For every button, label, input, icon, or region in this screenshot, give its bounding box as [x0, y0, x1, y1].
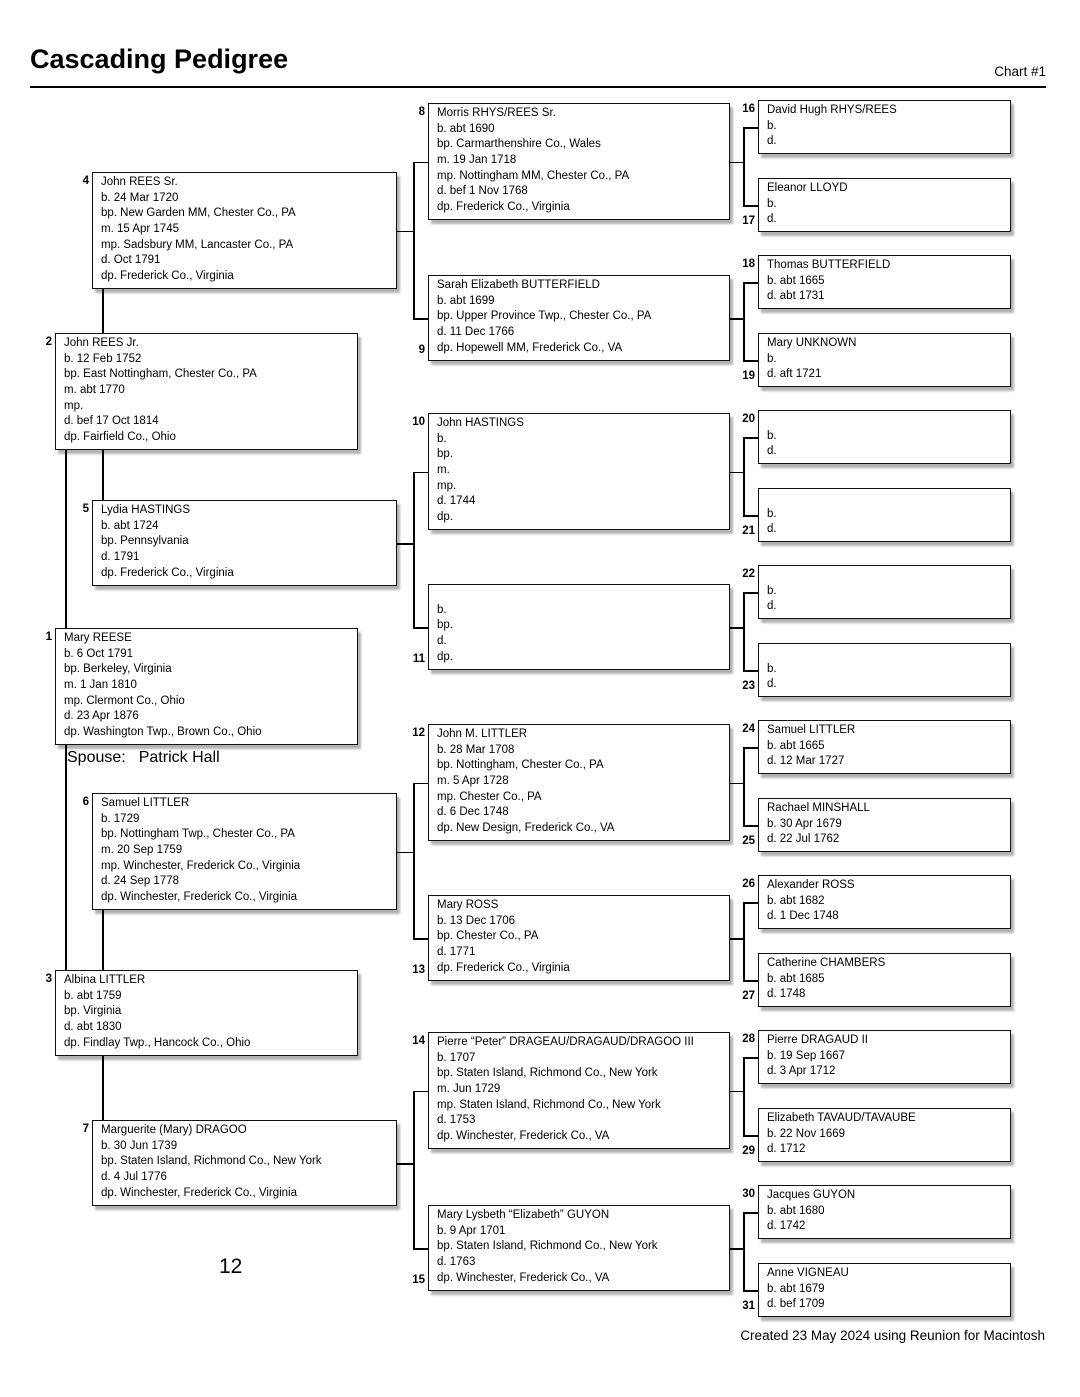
person-event-line: d. 1742: [767, 1220, 806, 1233]
person-event-line: dp. Fairfield Co., Ohio: [64, 431, 176, 444]
person-event-line: m. Jun 1729: [437, 1083, 501, 1096]
person-event-line: bp. Nottingham Twp., Chester Co., PA: [101, 828, 295, 841]
person-event-line: b.: [767, 584, 777, 597]
connector-line: [413, 472, 428, 474]
connector-line: [413, 627, 428, 629]
person-box: [428, 103, 730, 220]
connector-line: [102, 289, 104, 333]
person-event-line: b. 22 Nov 1669: [767, 1127, 846, 1140]
person-event-line: d.: [767, 445, 777, 458]
connector-line: [730, 472, 743, 474]
person-number: 11: [412, 653, 425, 665]
person-box: [758, 488, 1011, 542]
connector-line: [413, 162, 415, 319]
person-number: 4: [82, 175, 89, 187]
person-event-line: d.: [767, 135, 777, 148]
connector-line: [730, 318, 743, 320]
connector-line: [413, 162, 428, 164]
person-event-line: b. 19 Sep 1667: [767, 1049, 846, 1062]
person-event-line: bp. East Nottingham, Chester Co., PA: [64, 368, 257, 381]
person-event-line: mp.: [437, 479, 457, 492]
person-number: 15: [412, 1274, 425, 1286]
connector-line: [65, 450, 67, 628]
person-event-line: b. 30 Apr 1679: [767, 817, 842, 830]
connector-line: [743, 747, 745, 825]
connector-line: [413, 318, 428, 320]
connector-line: [743, 437, 758, 439]
connector-line: [413, 938, 428, 940]
person-number: 3: [45, 973, 52, 985]
person-event-line: dp. Winchester, Frederick Co., VA: [437, 1271, 610, 1284]
person-number: 22: [742, 568, 755, 580]
person-event-line: d. Oct 1791: [101, 254, 161, 267]
connector-line: [730, 938, 743, 940]
page-title: Cascading Pedigree: [30, 44, 289, 74]
person-number: 20: [742, 413, 755, 425]
connector-line: [743, 282, 758, 284]
person-event-line: bp. Virginia: [64, 1005, 122, 1018]
connector-line: [743, 1212, 745, 1290]
person-box: [758, 255, 1011, 309]
connector-line: [65, 745, 67, 970]
connector-line: [743, 592, 745, 670]
person-box: [428, 584, 730, 670]
spouse-label: Spouse:: [67, 749, 126, 766]
person-box: [92, 172, 397, 289]
person-event-line: mp.: [64, 399, 84, 412]
spouse-name: Patrick Hall: [138, 749, 220, 766]
connector-line: [730, 1091, 743, 1093]
person-event-line: b. 6 Oct 1791: [64, 647, 134, 660]
spouse-note: [67, 749, 220, 767]
person-event-line: d.: [767, 600, 777, 613]
person-box: [758, 953, 1011, 1007]
person-event-line: m. 15 Apr 1745: [101, 223, 179, 236]
person-event-line: d. 1712: [767, 1143, 806, 1156]
person-name: Elizabeth TAVAUD/TAVAUBE: [767, 1112, 916, 1124]
person-event-line: dp. Frederick Co., Virginia: [101, 270, 234, 283]
person-event-line: d. abt 1731: [767, 290, 825, 303]
person-name: [767, 646, 1006, 662]
connector-line: [397, 1163, 413, 1165]
person-box: [92, 500, 397, 586]
person-event-line: b.: [767, 352, 777, 365]
connector-line: [743, 437, 745, 515]
connector-line: [743, 825, 758, 827]
person-event-line: d. bef 17 Oct 1814: [64, 415, 159, 428]
person-event-line: d. 1763: [437, 1256, 476, 1269]
person-event-line: d. bef 1 Nov 1768: [437, 185, 528, 198]
person-number: 6: [82, 796, 89, 808]
person-event-line: dp. Frederick Co., Virginia: [437, 961, 570, 974]
person-number: 13: [412, 964, 425, 976]
person-number: 29: [742, 1145, 755, 1157]
person-name: David Hugh RHYS/REES: [767, 104, 897, 116]
person-name: Jacques GUYON: [767, 1189, 856, 1201]
person-number: 19: [742, 370, 755, 382]
person-number: 8: [418, 106, 425, 118]
person-event-line: bp. Upper Province Twp., Chester Co., PA: [437, 310, 652, 323]
person-name: Samuel LITTLER: [767, 724, 856, 736]
person-number: 1: [45, 631, 52, 643]
connector-line: [730, 162, 743, 164]
person-name: John HASTINGS: [437, 417, 524, 429]
person-event-line: d. 24 Sep 1778: [101, 875, 180, 888]
connector-line: [743, 1212, 758, 1214]
person-event-line: b. 28 Mar 1708: [437, 743, 515, 756]
person-event-line: b. abt 1682: [767, 894, 825, 907]
connector-line: [413, 1091, 415, 1249]
person-number: 25: [742, 835, 755, 847]
person-event-line: mp. Winchester, Frederick Co., Virginia: [101, 859, 301, 872]
connector-line: [102, 450, 104, 500]
chart-number-label: Chart #1: [994, 64, 1046, 79]
connector-line: [102, 910, 104, 970]
person-event-line: b. abt 1679: [767, 1282, 825, 1295]
person-event-line: d. 1771: [437, 946, 476, 959]
person-event-line: b. 12 Feb 1752: [64, 352, 142, 365]
person-event-line: d. 1791: [101, 551, 140, 564]
person-event-line: d. 4 Jul 1776: [101, 1171, 167, 1184]
person-event-line: m. 5 Apr 1728: [437, 775, 509, 788]
person-name: [767, 568, 1006, 584]
person-event-line: bp. Staten Island, Richmond Co., New York: [101, 1155, 322, 1168]
person-event-line: d. 1744: [437, 495, 476, 508]
person-name: Rachael MINSHALL: [767, 802, 870, 814]
person-event-line: mp. Clermont Co., Ohio: [64, 694, 185, 707]
person-name: John REES Jr.: [64, 337, 139, 349]
person-name: Thomas BUTTERFIELD: [767, 259, 891, 271]
person-event-line: b. abt 1699: [437, 294, 495, 307]
person-event-line: dp.: [437, 650, 453, 663]
person-name: Alexander ROSS: [767, 879, 855, 891]
person-event-line: d. 1748: [767, 988, 806, 1001]
person-number: 14: [412, 1035, 425, 1047]
connector-line: [743, 1135, 758, 1137]
connector-line: [413, 1091, 428, 1093]
person-event-line: dp. Frederick Co., Virginia: [437, 201, 570, 214]
person-event-line: d. bef 1709: [767, 1298, 825, 1311]
connector-line: [397, 852, 413, 854]
person-event-line: d. 23 Apr 1876: [64, 710, 139, 723]
person-box: [55, 970, 358, 1056]
person-name: [767, 413, 1006, 429]
connector-line: [743, 1057, 758, 1059]
person-event-line: d. 12 Mar 1727: [767, 755, 845, 768]
person-event-line: dp. Hopewell MM, Frederick Co., VA: [437, 341, 623, 354]
person-name: Catherine CHAMBERS: [767, 957, 886, 969]
person-event-line: dp. New Design, Frederick Co., VA: [437, 822, 615, 835]
person-event-line: dp. Winchester, Frederick Co., Virginia: [101, 1186, 298, 1199]
person-event-line: b. 9 Apr 1701: [437, 1224, 506, 1237]
person-event-line: b.: [767, 197, 777, 210]
connector-line: [413, 783, 428, 785]
person-event-line: b. 24 Mar 1720: [101, 191, 179, 204]
connector-line: [743, 205, 758, 207]
person-event-line: dp. Washington Twp., Brown Co., Ohio: [64, 726, 262, 739]
connector-line: [413, 783, 415, 939]
person-box: [758, 1263, 1011, 1317]
person-event-line: m. abt 1770: [64, 384, 125, 397]
person-event-line: m.: [437, 464, 450, 477]
person-event-line: d. 1753: [437, 1114, 476, 1127]
person-box: [428, 724, 730, 841]
person-number: 18: [742, 258, 755, 270]
person-event-line: d. abt 1830: [64, 1021, 122, 1034]
person-event-line: bp. Carmarthenshire Co., Wales: [437, 138, 601, 151]
person-event-line: bp. New Garden MM, Chester Co., PA: [101, 207, 296, 220]
person-event-line: b. 30 Jun 1739: [101, 1139, 178, 1152]
person-box: [428, 895, 730, 981]
person-event-line: d. 6 Dec 1748: [437, 806, 509, 819]
person-number: 17: [742, 215, 755, 227]
person-name: Sarah Elizabeth BUTTERFIELD: [437, 279, 600, 291]
person-box: [92, 1120, 397, 1206]
person-name: [767, 491, 1006, 507]
person-event-line: dp. Winchester, Frederick Co., VA: [437, 1130, 610, 1143]
person-event-line: b.: [767, 662, 777, 675]
person-box: [758, 100, 1011, 154]
person-box: [758, 1030, 1011, 1084]
person-event-line: b.: [437, 603, 447, 616]
connector-line: [743, 1057, 745, 1135]
person-event-line: d. 1 Dec 1748: [767, 910, 839, 923]
person-event-line: d. 11 Dec 1766: [437, 326, 515, 339]
person-event-line: b. 13 Dec 1706: [437, 914, 516, 927]
person-number: 10: [412, 416, 425, 428]
person-event-line: d.: [767, 213, 777, 226]
connector-line: [413, 1248, 428, 1250]
person-event-line: b. abt 1665: [767, 274, 825, 287]
connector-line: [730, 627, 743, 629]
person-name: Marguerite (Mary) DRAGOO: [101, 1124, 247, 1136]
person-box: [758, 643, 1011, 697]
connector-line: [397, 231, 413, 233]
person-event-line: d. 22 Jul 1762: [767, 833, 840, 846]
person-name: [437, 587, 725, 603]
connector-line: [743, 902, 758, 904]
person-number: 23: [742, 680, 755, 692]
person-name: Lydia HASTINGS: [101, 504, 191, 516]
person-event-line: m. 19 Jan 1718: [437, 154, 517, 167]
person-number: 26: [742, 878, 755, 890]
person-box: [758, 720, 1011, 774]
person-event-line: bp. Staten Island, Richmond Co., New York: [437, 1240, 658, 1253]
person-event-line: b.: [767, 119, 777, 132]
person-event-line: b. abt 1724: [101, 519, 159, 532]
person-event-line: b. abt 1759: [64, 989, 122, 1002]
person-event-line: b. abt 1690: [437, 122, 495, 135]
person-event-line: m. 1 Jan 1810: [64, 679, 137, 692]
person-box: [758, 333, 1011, 387]
person-event-line: dp.: [437, 511, 453, 524]
person-box: [428, 1032, 730, 1149]
person-name: Anne VIGNEAU: [767, 1267, 849, 1279]
connector-line: [743, 1290, 758, 1292]
connector-line: [397, 543, 413, 545]
person-event-line: bp.: [437, 448, 453, 461]
connector-line: [730, 1248, 743, 1250]
person-number: 24: [742, 723, 755, 735]
person-event-line: bp. Chester Co., PA: [437, 930, 539, 943]
person-box: [428, 413, 730, 530]
connector-line: [743, 592, 758, 594]
person-number: 30: [742, 1188, 755, 1200]
person-box: [758, 565, 1011, 619]
person-box: [428, 275, 730, 361]
person-event-line: b.: [437, 432, 447, 445]
person-number: 7: [82, 1123, 89, 1135]
connector-line: [743, 515, 758, 517]
person-box: [758, 875, 1011, 929]
person-name: Morris RHYS/REES Sr.: [437, 107, 556, 119]
person-name: Mary ROSS: [437, 899, 499, 911]
page-number: 12: [219, 1255, 243, 1278]
connector-line: [743, 127, 745, 205]
person-number: 31: [742, 1300, 755, 1312]
person-event-line: d.: [437, 635, 447, 648]
person-name: Mary UNKNOWN: [767, 337, 857, 349]
connector-line: [743, 980, 758, 982]
person-event-line: dp. Winchester, Frederick Co., Virginia: [101, 891, 298, 904]
person-number: 27: [742, 990, 755, 1002]
person-event-line: b. 1729: [101, 812, 140, 825]
person-box: [758, 178, 1011, 232]
person-event-line: bp. Pennsylvania: [101, 535, 189, 548]
person-name: John REES Sr.: [101, 176, 178, 188]
connector-line: [730, 783, 743, 785]
connector-line: [413, 472, 415, 628]
person-event-line: mp. Nottingham MM, Chester Co., PA: [437, 169, 630, 182]
person-event-line: d.: [767, 678, 777, 691]
person-box: [758, 1108, 1011, 1162]
person-event-line: d. 3 Apr 1712: [767, 1065, 836, 1078]
person-event-line: b.: [767, 429, 777, 442]
person-name: Pierre “Peter” DRAGEAU/DRAGAUD/DRAGOO III: [437, 1036, 694, 1048]
footer-credit: Created 23 May 2024 using Reunion for Macintosh: [740, 1328, 1045, 1343]
connector-line: [743, 127, 758, 129]
person-event-line: b. abt 1680: [767, 1204, 825, 1217]
person-name: Mary Lysbeth “Elizabeth” GUYON: [437, 1209, 610, 1221]
connector-line: [743, 360, 758, 362]
person-box: [758, 410, 1011, 464]
person-box: [428, 1205, 730, 1291]
connector-line: [743, 902, 745, 980]
person-event-line: b. abt 1685: [767, 972, 825, 985]
connector-line: [102, 1056, 104, 1120]
person-event-line: m. 20 Sep 1759: [101, 844, 183, 857]
person-box: [758, 1185, 1011, 1239]
person-event-line: bp. Staten Island, Richmond Co., New York: [437, 1067, 658, 1080]
person-event-line: b. 1707: [437, 1051, 476, 1064]
person-event-line: d. aft 1721: [767, 368, 822, 381]
person-number: 16: [742, 103, 755, 115]
person-box: [55, 628, 358, 745]
person-number: 28: [742, 1033, 755, 1045]
person-box: [55, 333, 358, 450]
person-event-line: d.: [767, 523, 777, 536]
person-number: 12: [412, 727, 425, 739]
person-number: 21: [742, 525, 755, 537]
person-name: Pierre DRAGAUD II: [767, 1034, 868, 1046]
person-event-line: bp. Berkeley, Virginia: [64, 663, 172, 676]
person-box: [92, 793, 397, 910]
person-event-line: mp. Sadsbury MM, Lancaster Co., PA: [101, 238, 294, 251]
person-number: 2: [45, 336, 52, 348]
person-event-line: b.: [767, 507, 777, 520]
person-name: Mary REESE: [64, 632, 132, 644]
person-event-line: bp.: [437, 619, 453, 632]
person-box: [758, 798, 1011, 852]
connector-line: [743, 747, 758, 749]
person-event-line: b. abt 1665: [767, 739, 825, 752]
person-event-line: dp. Findlay Twp., Hancock Co., Ohio: [64, 1036, 251, 1049]
connector-line: [743, 282, 745, 360]
person-name: John M. LITTLER: [437, 728, 528, 740]
connector-line: [743, 670, 758, 672]
person-event-line: dp. Frederick Co., Virginia: [101, 566, 234, 579]
person-name: Samuel LITTLER: [101, 797, 190, 809]
person-name: Eleanor LLOYD: [767, 182, 848, 194]
person-name: Albina LITTLER: [64, 974, 146, 986]
person-event-line: mp. Staten Island, Richmond Co., New York: [437, 1098, 661, 1111]
person-number: 9: [418, 344, 425, 356]
person-event-line: mp. Chester Co., PA: [437, 790, 542, 803]
person-number: 5: [82, 503, 89, 515]
person-event-line: bp. Nottingham, Chester Co., PA: [437, 759, 604, 772]
